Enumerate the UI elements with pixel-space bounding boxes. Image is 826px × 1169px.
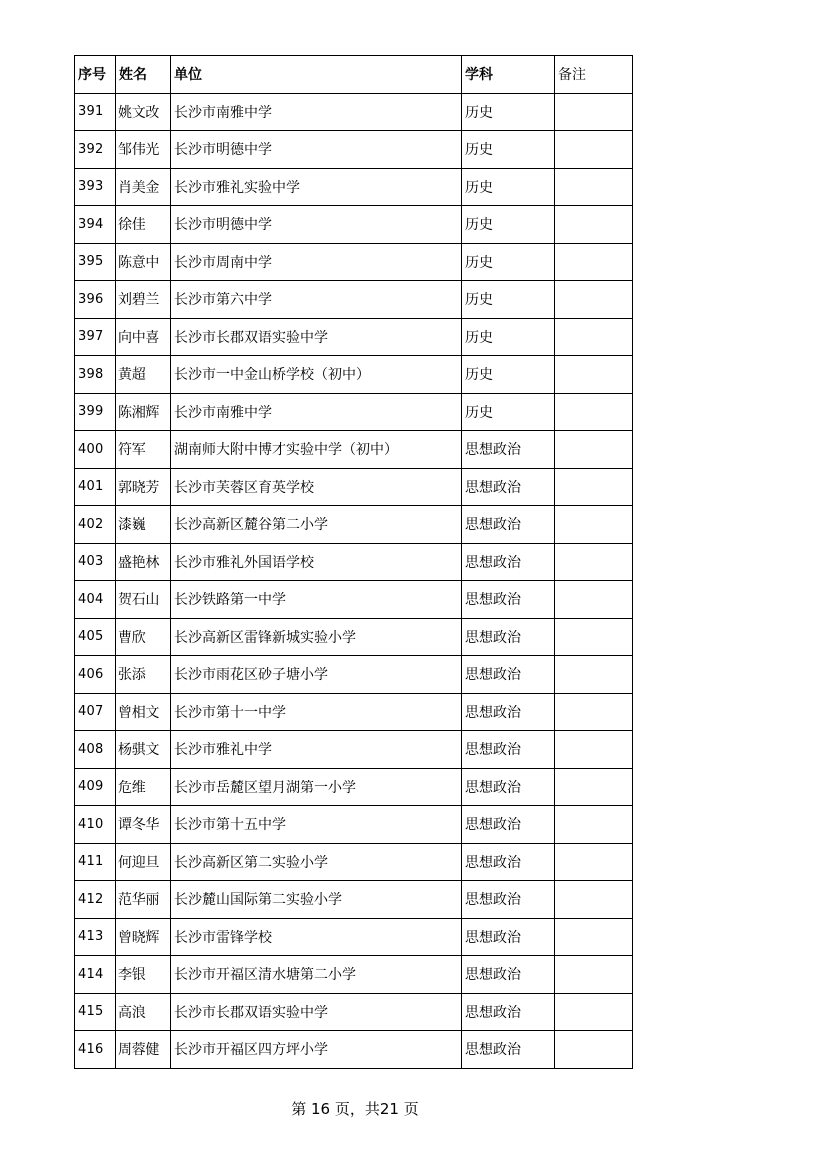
- cell-name: 陈意中: [116, 243, 171, 281]
- cell-no: 415: [75, 993, 116, 1031]
- cell-note: [555, 206, 633, 244]
- cell-no: 391: [75, 93, 116, 131]
- table-row: [75, 581, 633, 619]
- cell-name: 姚文改: [116, 93, 171, 131]
- cell-no: 413: [75, 918, 116, 956]
- cell-unit: 长沙市开福区四方坪小学: [171, 1031, 462, 1069]
- cell-note: [555, 318, 633, 356]
- cell-name: 曾相文: [116, 693, 171, 731]
- cell-no: 398: [75, 356, 116, 394]
- table-row: [75, 1031, 633, 1069]
- cell-unit: 湖南师大附中博才实验中学（初中）: [171, 431, 462, 469]
- cell-no: 396: [75, 281, 116, 319]
- cell-unit: 长沙市南雅中学: [171, 93, 462, 131]
- cell-name: 杨骐文: [116, 731, 171, 769]
- table-row: [75, 768, 633, 806]
- table-row: [75, 431, 633, 469]
- cell-note: [555, 393, 633, 431]
- cell-unit: 长沙市明德中学: [171, 131, 462, 169]
- cell-note: [555, 768, 633, 806]
- cell-unit: 长沙市一中金山桥学校（初中）: [171, 356, 462, 394]
- cell-unit: 长沙市长郡双语实验中学: [171, 318, 462, 356]
- cell-note: [555, 918, 633, 956]
- table-row: [75, 993, 633, 1031]
- header-subject: 学科: [462, 56, 555, 94]
- cell-subject: 历史: [462, 281, 555, 319]
- cell-unit: 长沙市开福区清水塘第二小学: [171, 956, 462, 994]
- table-row: [75, 318, 633, 356]
- cell-note: [555, 881, 633, 919]
- cell-subject: 思想政治: [462, 656, 555, 694]
- cell-name: 向中喜: [116, 318, 171, 356]
- cell-name: 曾晓辉: [116, 918, 171, 956]
- footer-total-pages: 21: [379, 1100, 399, 1118]
- cell-name: 李银: [116, 956, 171, 994]
- cell-subject: 思想政治: [462, 468, 555, 506]
- cell-name: 郭晓芳: [116, 468, 171, 506]
- cell-name: 贺石山: [116, 581, 171, 619]
- cell-subject: 历史: [462, 356, 555, 394]
- cell-name: 漆巍: [116, 506, 171, 544]
- cell-unit: 长沙市第六中学: [171, 281, 462, 319]
- cell-note: [555, 806, 633, 844]
- cell-note: [555, 468, 633, 506]
- table-row: [75, 393, 633, 431]
- cell-name: 危维: [116, 768, 171, 806]
- cell-note: [555, 843, 633, 881]
- cell-no: 402: [75, 506, 116, 544]
- table-row: [75, 956, 633, 994]
- cell-name: 徐佳: [116, 206, 171, 244]
- cell-subject: 思想政治: [462, 543, 555, 581]
- cell-no: 408: [75, 731, 116, 769]
- cell-no: 395: [75, 243, 116, 281]
- cell-name: 肖美金: [116, 168, 171, 206]
- table-body: [75, 93, 633, 1068]
- table-row: [75, 131, 633, 169]
- cell-note: [555, 1031, 633, 1069]
- table-row: [75, 93, 633, 131]
- cell-no: 397: [75, 318, 116, 356]
- roster-table: [74, 55, 633, 1069]
- cell-unit: 长沙市第十五中学: [171, 806, 462, 844]
- table-row: [75, 693, 633, 731]
- cell-unit: 长沙市长郡双语实验中学: [171, 993, 462, 1031]
- cell-unit: 长沙高新区麓谷第二小学: [171, 506, 462, 544]
- footer-middle: 页，共: [334, 1100, 380, 1118]
- table-row: [75, 506, 633, 544]
- cell-subject: 历史: [462, 243, 555, 281]
- cell-subject: 思想政治: [462, 881, 555, 919]
- cell-name: 邹伟光: [116, 131, 171, 169]
- cell-note: [555, 993, 633, 1031]
- cell-no: 416: [75, 1031, 116, 1069]
- cell-unit: 长沙高新区雷锋新城实验小学: [171, 618, 462, 656]
- table-row: [75, 806, 633, 844]
- table-row: [75, 206, 633, 244]
- table-row: [75, 168, 633, 206]
- cell-subject: 思想政治: [462, 843, 555, 881]
- table-row: [75, 618, 633, 656]
- cell-subject: 思想政治: [462, 806, 555, 844]
- header-unit: 单位: [171, 56, 462, 94]
- cell-note: [555, 131, 633, 169]
- cell-name: 刘碧兰: [116, 281, 171, 319]
- cell-note: [555, 431, 633, 469]
- cell-subject: 思想政治: [462, 768, 555, 806]
- cell-unit: 长沙市周南中学: [171, 243, 462, 281]
- cell-name: 范华丽: [116, 881, 171, 919]
- cell-subject: 思想政治: [462, 1031, 555, 1069]
- cell-no: 406: [75, 656, 116, 694]
- cell-subject: 思想政治: [462, 918, 555, 956]
- cell-name: 黄超: [116, 356, 171, 394]
- header-note: 备注: [555, 56, 633, 94]
- cell-unit: 长沙高新区第二实验小学: [171, 843, 462, 881]
- cell-no: 403: [75, 543, 116, 581]
- footer-suffix: 页: [403, 1100, 419, 1118]
- cell-name: 周蓉健: [116, 1031, 171, 1069]
- cell-unit: 长沙市雨花区砂子塘小学: [171, 656, 462, 694]
- cell-no: 409: [75, 768, 116, 806]
- table-header-row: [75, 56, 633, 94]
- footer-prefix: 第: [291, 1100, 307, 1118]
- cell-subject: 历史: [462, 393, 555, 431]
- cell-no: 394: [75, 206, 116, 244]
- cell-subject: 思想政治: [462, 431, 555, 469]
- cell-subject: 思想政治: [462, 581, 555, 619]
- table-row: [75, 843, 633, 881]
- cell-name: 符军: [116, 431, 171, 469]
- cell-no: 392: [75, 131, 116, 169]
- cell-name: 张添: [116, 656, 171, 694]
- cell-note: [555, 506, 633, 544]
- cell-subject: 思想政治: [462, 693, 555, 731]
- cell-no: 400: [75, 431, 116, 469]
- cell-unit: 长沙市雅礼实验中学: [171, 168, 462, 206]
- table-row: [75, 881, 633, 919]
- cell-unit: 长沙市南雅中学: [171, 393, 462, 431]
- cell-note: [555, 956, 633, 994]
- cell-unit: 长沙铁路第一中学: [171, 581, 462, 619]
- cell-no: 404: [75, 581, 116, 619]
- cell-unit: 长沙市芙蓉区育英学校: [171, 468, 462, 506]
- table-row: [75, 918, 633, 956]
- cell-subject: 思想政治: [462, 731, 555, 769]
- cell-name: 陈湘辉: [116, 393, 171, 431]
- cell-subject: 思想政治: [462, 618, 555, 656]
- cell-note: [555, 656, 633, 694]
- cell-subject: 历史: [462, 206, 555, 244]
- cell-subject: 思想政治: [462, 993, 555, 1031]
- cell-note: [555, 93, 633, 131]
- cell-name: 曹欣: [116, 618, 171, 656]
- table-row: [75, 468, 633, 506]
- cell-name: 何迎旦: [116, 843, 171, 881]
- cell-note: [555, 618, 633, 656]
- cell-no: 407: [75, 693, 116, 731]
- cell-subject: 思想政治: [462, 506, 555, 544]
- cell-name: 谭冬华: [116, 806, 171, 844]
- cell-note: [555, 581, 633, 619]
- cell-no: 414: [75, 956, 116, 994]
- table-row: [75, 281, 633, 319]
- cell-no: 401: [75, 468, 116, 506]
- cell-subject: 历史: [462, 93, 555, 131]
- cell-unit: 长沙市明德中学: [171, 206, 462, 244]
- cell-subject: 思想政治: [462, 956, 555, 994]
- cell-no: 399: [75, 393, 116, 431]
- cell-no: 411: [75, 843, 116, 881]
- cell-note: [555, 356, 633, 394]
- cell-name: 盛艳林: [116, 543, 171, 581]
- cell-note: [555, 168, 633, 206]
- page-footer: [0, 1098, 710, 1119]
- cell-unit: 长沙市第十一中学: [171, 693, 462, 731]
- cell-unit: 长沙市岳麓区望月湖第一小学: [171, 768, 462, 806]
- cell-note: [555, 693, 633, 731]
- cell-no: 405: [75, 618, 116, 656]
- cell-subject: 历史: [462, 131, 555, 169]
- cell-note: [555, 731, 633, 769]
- cell-note: [555, 281, 633, 319]
- cell-subject: 历史: [462, 168, 555, 206]
- cell-no: 410: [75, 806, 116, 844]
- cell-name: 高浪: [116, 993, 171, 1031]
- cell-unit: 长沙麓山国际第二实验小学: [171, 881, 462, 919]
- cell-unit: 长沙市雷锋学校: [171, 918, 462, 956]
- cell-no: 393: [75, 168, 116, 206]
- cell-note: [555, 543, 633, 581]
- cell-no: 412: [75, 881, 116, 919]
- cell-unit: 长沙市雅礼外国语学校: [171, 543, 462, 581]
- footer-current-page: 16: [311, 1100, 331, 1118]
- table-row: [75, 243, 633, 281]
- table-row: [75, 356, 633, 394]
- table-row: [75, 543, 633, 581]
- header-name: 姓名: [116, 56, 171, 94]
- cell-note: [555, 243, 633, 281]
- cell-unit: 长沙市雅礼中学: [171, 731, 462, 769]
- cell-subject: 历史: [462, 318, 555, 356]
- table-row: [75, 656, 633, 694]
- table-row: [75, 731, 633, 769]
- header-no: 序号: [75, 56, 116, 94]
